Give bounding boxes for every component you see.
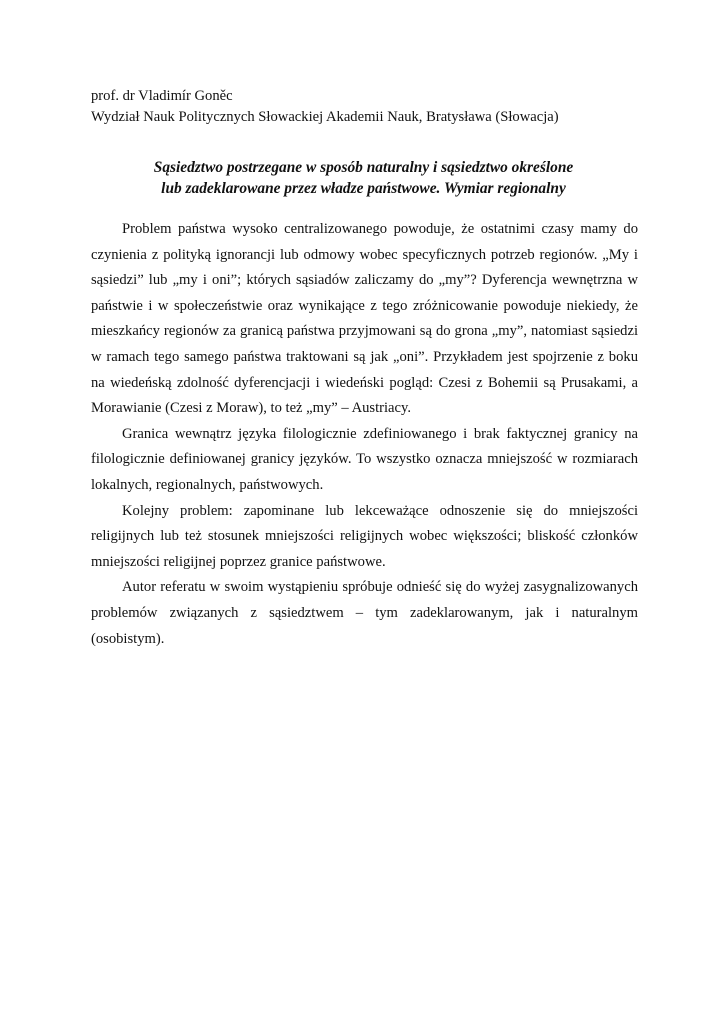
title-line-1: Sąsiedztwo postrzegane w sposób naturalny i sąsiedztwo określone [153,159,574,176]
body-paragraph-3: Kolejny problem: zapominane lub lekceważące odnoszenie się do mniejszości religijnych lub też stosunek mniejszości religijnych wobec większości; bliskość członków mniejszości religijnej poprzez granice państwowe. [91,502,638,570]
body-paragraph-1: Problem państwa wysoko centralizowanego powoduje, że ostatnimi czasy mamy do czynienia z polityką ignorancji lub odmowy wobec specyficznych potrzeb regionów. „My i sąsiedzi” lub „my i oni”; których sąsiadów zaliczamy do „my”? Dyferencja wewnętrzna w państwie i w społeczeństwie oraz wynikające z tego zróżnicowanie powoduje niekiedy, że mieszkańcy regionów za granicą państwa przyjmowani są do grona „my”, natomiast sąsiedzi w ramach tego samego państwa traktowani są jak „oni”. Przykładem jest spojrzenie z boku na wiedeńską zdolność dyferencjacji i wiedeński pogląd: Czesi z Bohemii są Prusakami, a Morawianie (Czesi z Moraw), to też „my” – Austriacy. [91,221,638,417]
author-header [91,86,651,128]
author-affiliation: Wydział Nauk Politycznych Słowackiej Akademii Nauk, Bratysława (Słowacja) [91,109,559,125]
document-body [91,217,638,652]
title-line-2: lub zadeklarowane przez władze państwowe. Wymiar regionalny [161,180,566,197]
document-title [91,157,636,199]
body-paragraph-4: Autor referatu w swoim wystąpieniu spróbuje odnieść się do wyżej zasygnalizowanych problemów związanych z sąsiedztwem – tym zadeklarowanym, jak i naturalnym (osobistym). [91,579,638,647]
author-name: prof. dr Vladimír Goněc [91,88,233,104]
body-paragraph-2: Granica wewnątrz języka filologicznie zdefiniowanego i brak faktycznej granicy na filologicznie definiowanej granicy języków. To wszystko oznacza mniejszość w rozmiarach lokalnych, regionalnych, państwowych. [91,425,638,493]
